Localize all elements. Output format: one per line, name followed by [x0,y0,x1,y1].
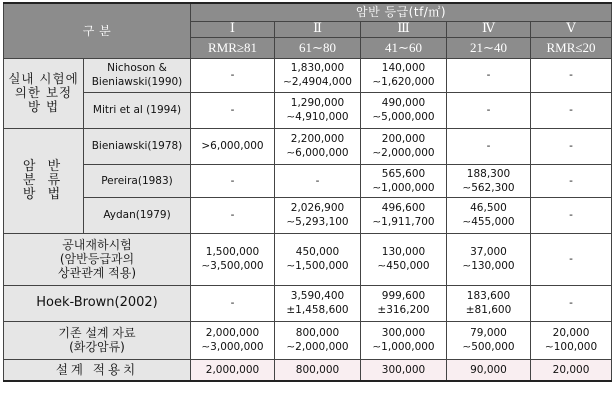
header-row-title [4,3,612,21]
value-line: 2,000,000 [205,363,260,376]
value-line: 800,000 [295,363,340,376]
design-value-cell [191,359,275,381]
value-line: - [569,140,573,152]
value-line: 188,300 [466,167,511,180]
method-label-line: Hoek-Brown(2002) [36,295,158,310]
value-line: ∼500,000 [462,341,515,353]
value-line: ∼1,500,000 [286,260,349,272]
value-line: 1,500,000 [205,246,260,258]
value-line: ∼2,000,000 [372,147,435,159]
group-label-lab-test [4,58,84,128]
table-row [4,233,612,285]
value-line: - [230,69,235,81]
value-line: 20,000 [552,363,590,376]
value-line: ∼6,000,000 [286,147,349,159]
value-line: - [486,140,491,152]
table-row [4,58,612,92]
value-cell [275,285,361,321]
value-line: 2,000,000 [205,327,260,339]
method-label-aydan [84,197,191,233]
value-cell [531,197,612,233]
design-value-cell [361,359,447,381]
value-line: ∼1,000,000 [372,181,435,194]
value-cell [447,197,531,233]
value-cell [191,233,275,285]
value-line: 800,000 [295,327,340,339]
value-line: ∼2,000,000 [286,341,349,353]
value-line: - [569,104,573,116]
table-row-final [4,359,612,381]
design-value-cell [275,359,361,381]
table-row [4,197,612,233]
value-line: 3,590,400 [290,290,345,302]
method-label-bieniawski [84,128,191,164]
design-value-cell [531,359,612,381]
value-line: ∼3,500,000 [201,260,264,272]
table-row [4,321,612,359]
grade-range-3: 41∼60 [361,37,447,58]
value-cell [191,285,275,321]
value-line: ∼455,000 [462,216,515,228]
value-cell [361,128,447,164]
method-label-nicholson [84,58,191,92]
value-cell [361,58,447,92]
value-cell [275,164,361,197]
method-label-mitri [84,92,191,128]
value-cell [531,92,612,128]
value-line: ±316,200 [377,304,430,316]
value-cell [531,321,612,359]
value-line: 565,600 [381,167,426,180]
value-line: - [486,69,491,81]
value-cell [447,58,531,92]
grade-range-2: 61∼80 [275,37,361,58]
value-line: - [569,209,573,221]
value-line: ∼1,911,700 [372,216,435,228]
method-label-line: Pereira(1983) [101,174,173,187]
value-cell [447,321,531,359]
group-label-line: 실내 시험에 [8,71,79,86]
value-cell [191,58,275,92]
value-cell [275,128,361,164]
method-label-hoek-brown [4,285,191,321]
value-line: ∼100,000 [544,341,598,353]
value-cell [191,92,275,128]
group-label-line: 의한 보정 [14,85,73,100]
grade-range-1: RMR≥81 [191,37,275,58]
value-line: ∼4,910,000 [286,111,349,123]
table-row [4,164,612,197]
value-line: - [230,174,235,187]
value-cell [191,164,275,197]
value-line: ∼450,000 [377,260,430,272]
value-cell [447,164,531,197]
value-cell [447,285,531,321]
method-label-line: Bieniawski(1990) [91,76,183,88]
table-container [3,2,611,382]
value-line: - [569,174,573,187]
value-line: 46,500 [470,202,507,214]
rock-mass-modulus-table [3,2,612,382]
value-line: 300,000 [381,363,426,376]
value-line: 2,200,000 [290,133,345,145]
value-line: - [315,174,320,187]
value-line: ∼562,300 [462,181,515,194]
group-label-classification [4,128,84,233]
value-cell [191,128,275,164]
method-label-line: Bieniawski(1978) [91,140,183,152]
value-line: - [569,253,573,265]
value-cell [447,128,531,164]
value-line: ∼1,620,000 [372,76,435,88]
table-row [4,128,612,164]
value-line: 200,000 [381,133,426,145]
value-line: 183,600 [466,290,511,302]
grade-symbol-1: Ⅰ [191,21,275,37]
value-line: 1,290,000 [290,97,345,109]
category-header: 구 분 [4,3,191,58]
value-cell [275,58,361,92]
value-line: ∼2,4904,000 [283,76,352,88]
value-line: - [569,69,573,81]
group-label-line: 방 법 [22,186,65,202]
value-line: - [230,297,235,309]
grade-range-5: RMR≤20 [531,37,612,58]
value-line: - [230,209,235,221]
grade-symbol-3: Ⅲ [361,21,447,37]
value-cell [361,92,447,128]
value-cell [191,321,275,359]
value-cell [361,197,447,233]
method-label-line: Mitri et al (1994) [92,104,182,116]
group-label-line: 방 법 [27,99,60,114]
value-cell [531,58,612,92]
value-line: - [230,104,235,116]
method-label-existing-design [4,321,191,359]
value-cell [531,233,612,285]
method-label-line: 상관관계 적용) [57,266,137,280]
value-line: 37,000 [470,246,507,258]
value-line: 20,000 [552,327,590,339]
group-label-line: 분 류 [22,172,65,188]
value-cell [531,128,612,164]
method-label-line: 설계 적용치 [55,361,139,377]
method-label-line: (화강암류) [69,340,125,354]
value-cell [275,233,361,285]
value-line: 140,000 [381,62,426,74]
value-line: 300,000 [381,327,426,339]
value-line: 90,000 [470,363,507,376]
value-line: ∼3,000,000 [201,341,264,353]
grade-symbol-4: Ⅳ [447,21,531,37]
design-value-cell [447,359,531,381]
method-label-pereira [84,164,191,197]
value-line: 2,026,900 [290,202,345,214]
method-label-line: Aydan(1979) [103,209,171,221]
value-cell [361,233,447,285]
value-line: 1,830,000 [290,62,345,74]
value-line: 79,000 [470,327,507,339]
value-cell [531,164,612,197]
value-line: ∼1,000,000 [372,341,435,353]
value-line: ±1,458,600 [286,304,349,316]
value-line: >6,000,000 [201,140,264,152]
grade-symbol-5: Ⅴ [531,21,612,37]
value-cell [361,321,447,359]
method-label-line: Nichoson & [107,62,167,74]
value-line: 490,000 [381,97,426,109]
value-cell [447,233,531,285]
table-row [4,285,612,321]
grade-range-4: 21∼40 [447,37,531,58]
table-row [4,92,612,128]
value-line: ∼130,000 [462,260,515,272]
value-cell [361,164,447,197]
method-label-design-value [4,359,191,381]
method-label-line: (암반등급과의 [59,252,135,266]
value-line: ±81,600 [465,304,512,316]
value-cell [361,285,447,321]
value-cell [191,197,275,233]
value-line: 450,000 [295,246,340,258]
grade-symbol-2: Ⅱ [275,21,361,37]
value-cell [275,92,361,128]
value-cell [275,197,361,233]
value-line: ∼5,293,100 [286,216,349,228]
value-line: 130,000 [381,246,426,258]
value-line: - [569,297,573,309]
method-label-line: 공내재하시험 [62,238,132,252]
value-cell [275,321,361,359]
grade-title-header: 암반 등급(tf/㎡) [191,3,612,21]
value-line: - [486,104,491,116]
method-label-borehole-test [4,233,191,285]
value-line: 999,600 [381,290,426,302]
method-label-line: 기존 설계 자료 [58,326,136,340]
value-line: ∼5,000,000 [372,111,435,123]
value-cell [531,285,612,321]
value-cell [447,92,531,128]
value-line: 496,600 [381,202,426,214]
group-label-line: 암 반 [22,158,65,174]
